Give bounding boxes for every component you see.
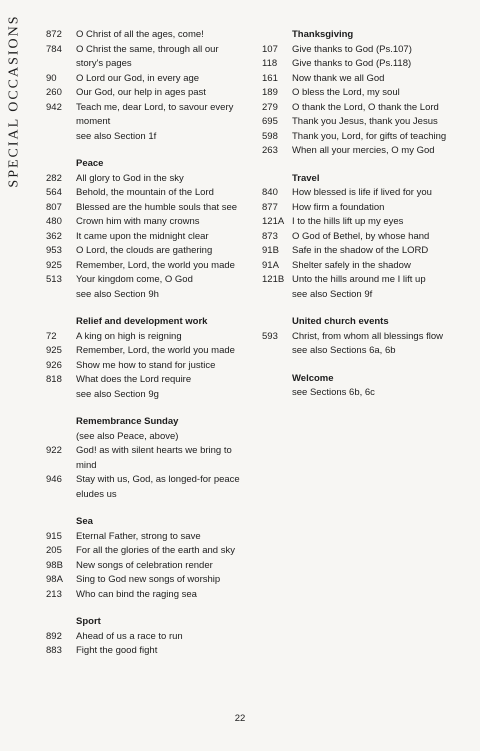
hymn-entry: [46, 359, 264, 374]
hymn-entry: [46, 43, 264, 58]
hymn-number: 922: [46, 445, 62, 456]
hymn-entry: [262, 86, 468, 101]
hymn-title: O God of Bethel, by whose hand: [292, 230, 430, 242]
hymn-entry: [262, 186, 468, 201]
hymn-number: 213: [46, 588, 62, 600]
hymn-number: 807: [46, 201, 62, 213]
hymn-title: Now thank we all God: [292, 72, 385, 84]
hymn-title: O Lord our God, in every age: [76, 72, 200, 84]
hymn-number: [46, 115, 76, 130]
hymn-number: 279: [262, 101, 278, 113]
hymn-number: 695: [262, 116, 278, 127]
hymn-title: Remember, Lord, the world you made: [76, 259, 235, 271]
hymn-title: Unto the hills around me I lift up: [292, 274, 426, 285]
hymn-entry: [46, 488, 264, 503]
hymn-title: Crown him with many crowns: [76, 216, 200, 227]
hymn-title: New songs of celebration render: [76, 559, 213, 571]
hymn-number: 205: [46, 545, 62, 556]
hymn-number: 161: [262, 72, 278, 84]
hymn-title: Our God, our help in ages past: [76, 87, 206, 98]
hymn-entry: [262, 144, 468, 159]
hymn-entry: [46, 57, 264, 72]
hymn-entry: [46, 330, 264, 345]
hymn-entry: [46, 244, 264, 259]
hymn-title: A king on high is reigning: [76, 330, 182, 342]
hymn-number: 282: [46, 172, 62, 184]
hymn-number: 892: [46, 630, 62, 642]
hymn-title: What does the Lord require: [76, 374, 192, 385]
hymn-number: 598: [262, 130, 278, 142]
hymn-number: 98A: [46, 574, 63, 585]
hymn-title: Thank you, Lord, for gifts of teaching: [292, 130, 447, 142]
hymn-title: When all your mercies, O my God: [292, 145, 435, 156]
hymn-number: 118: [262, 58, 278, 69]
cross-reference: see also Sections 6a, 6b: [292, 345, 396, 356]
hymn-title: Teach me, dear Lord, to savour every: [76, 101, 234, 113]
hymn-entry: [46, 530, 264, 545]
hymn-number: 72: [46, 330, 57, 342]
hymn-number: 362: [46, 230, 62, 242]
hymn-number: 480: [46, 216, 62, 227]
section-gap: [46, 144, 264, 157]
hymn-title: eludes us: [76, 488, 117, 500]
hymn-entry: [46, 115, 264, 130]
hymn-entry: [46, 573, 264, 588]
hymn-number: 260: [46, 87, 62, 98]
hymn-entry: [46, 186, 264, 201]
hymn-number: 925: [46, 345, 62, 356]
hymn-entry: [46, 544, 264, 559]
section-gap: [262, 302, 468, 315]
hymn-entry: [262, 115, 468, 130]
hymn-title: I to the hills lift up my eyes: [292, 216, 404, 227]
section-gap: [46, 302, 264, 315]
hymn-entry: [46, 444, 264, 459]
hymn-entry: [46, 259, 264, 274]
cross-reference: (see also Peace, above): [76, 430, 179, 442]
hymn-number: 818: [46, 374, 62, 385]
hymn-title: Give thanks to God (Ps.107): [292, 43, 412, 55]
hymn-number: 926: [46, 359, 62, 371]
cross-reference: see also Section 9g: [76, 388, 159, 400]
hymn-number: 942: [46, 101, 62, 113]
hymn-number: 121B: [262, 274, 285, 285]
hymn-entry: [46, 201, 264, 216]
hymn-number: 593: [262, 330, 278, 342]
hymn-title: Show me how to stand for justice: [76, 359, 216, 371]
hymn-title: It came upon the midnight clear: [76, 230, 209, 242]
cross-reference: see also Section 9h: [76, 288, 159, 300]
hymn-title: moment: [76, 116, 111, 127]
hymn-title: Eternal Father, strong to save: [76, 530, 201, 542]
hymn-number: 189: [262, 87, 278, 98]
hymn-title: Thank you Jesus, thank you Jesus: [292, 116, 438, 127]
section-heading: Sport: [76, 616, 101, 627]
hymn-number: 107: [262, 43, 278, 55]
section-heading: Travel: [292, 172, 320, 184]
hymn-title: Stay with us, God, as longed-for peace: [76, 474, 240, 485]
hymn-entry: [46, 86, 264, 101]
right-column: [262, 28, 468, 401]
hymn-title: O Christ the same, through all our: [76, 43, 219, 55]
cross-reference: see also Section 9f: [292, 288, 373, 300]
hymn-entry: [46, 72, 264, 87]
hymn-entry: [46, 101, 264, 116]
section-heading: Relief and development work: [76, 316, 208, 327]
hymn-number: 564: [46, 187, 62, 198]
hymn-entry: [46, 273, 264, 288]
hymn-title: O Christ of all the ages, come!: [76, 29, 204, 40]
hymn-number: 840: [262, 187, 278, 198]
hymn-title: How firm a foundation: [292, 201, 385, 213]
hymn-number: 915: [46, 530, 62, 542]
hymn-entry: [46, 172, 264, 187]
hymn-title: Sing to God new songs of worship: [76, 574, 221, 585]
section-heading: Peace: [76, 158, 104, 169]
section-gap: [46, 502, 264, 515]
hymn-entry: [46, 473, 264, 488]
hymn-entry: [46, 230, 264, 245]
hymn-entry: [46, 630, 264, 645]
hymn-number: 91A: [262, 259, 279, 271]
hymn-entry: [262, 330, 468, 345]
side-title-text: SPECIAL OCCASIONS: [7, 14, 22, 188]
hymn-number: 121A: [262, 216, 285, 227]
hymn-number: 872: [46, 29, 62, 40]
hymn-number: [46, 488, 76, 503]
section-heading: Sea: [76, 516, 93, 527]
hymn-title: Ahead of us a race to run: [76, 630, 183, 642]
section-gap: [262, 159, 468, 172]
hymn-title: Who can bind the raging sea: [76, 588, 197, 600]
section-gap: [46, 602, 264, 615]
hymn-title: Remember, Lord, the world you made: [76, 345, 235, 356]
hymn-entry: [46, 344, 264, 359]
hymn-entry: [46, 215, 264, 230]
hymn-number: 883: [46, 645, 62, 656]
hymn-entry: [46, 28, 264, 43]
hymn-title: For all the glories of the earth and sky: [76, 545, 235, 556]
hymn-entry: [262, 259, 468, 274]
hymn-number: 513: [46, 274, 62, 285]
hymn-number: 263: [262, 145, 278, 156]
hymn-title: Blessed are the humble souls that see: [76, 201, 238, 213]
hymn-title: Give thanks to God (Ps.118): [292, 58, 412, 69]
hymn-title: O Lord, the clouds are gathering: [76, 245, 213, 256]
cross-reference: see Sections 6b, 6c: [292, 387, 375, 398]
hymn-entry: [46, 459, 264, 474]
hymn-number: [46, 459, 76, 474]
hymn-number: 953: [46, 245, 62, 256]
hymn-entry: [46, 644, 264, 659]
hymn-number: 98B: [46, 559, 63, 571]
hymn-title: Safe in the shadow of the LORD: [292, 245, 429, 256]
hymn-title: Shelter safely in the shadow: [292, 259, 411, 271]
section-heading: Welcome: [292, 372, 334, 384]
left-column: [46, 28, 264, 659]
hymn-entry: [262, 230, 468, 245]
cross-reference: see also Section 1f: [76, 130, 157, 142]
hymn-title: Fight the good fight: [76, 645, 158, 656]
hymn-title: O thank the Lord, O thank the Lord: [292, 101, 439, 113]
hymn-number: 784: [46, 43, 62, 55]
hymn-title: mind: [76, 459, 97, 471]
hymn-entry: [262, 43, 468, 58]
hymn-entry: [262, 215, 468, 230]
page-number: 22: [234, 713, 246, 724]
hymn-entry: [46, 373, 264, 388]
section-gap: [262, 359, 468, 372]
hymn-title: How blessed is life if lived for you: [292, 187, 432, 198]
hymn-entry: [46, 559, 264, 574]
hymn-number: 946: [46, 474, 62, 485]
hymn-entry: [262, 101, 468, 116]
hymn-entry: [262, 57, 468, 72]
hymn-title: God! as with silent hearts we bring to: [76, 445, 232, 456]
hymn-entry: [262, 130, 468, 145]
hymn-number: [46, 57, 76, 72]
hymn-entry: [262, 244, 468, 259]
hymn-number: 877: [262, 201, 278, 213]
hymn-title: O bless the Lord, my soul: [292, 87, 400, 98]
hymn-title: Your kingdom come, O God: [76, 274, 193, 285]
section-gap: [46, 402, 264, 415]
hymn-title: Christ, from whom all blessings flow: [292, 330, 443, 342]
hymn-number: 91B: [262, 245, 279, 256]
hymn-entry: [262, 72, 468, 87]
hymn-title: Behold, the mountain of the Lord: [76, 187, 214, 198]
hymn-entry: [262, 201, 468, 216]
hymn-number: 90: [46, 72, 57, 84]
hymn-title: All glory to God in the sky: [76, 172, 184, 184]
hymn-number: 873: [262, 230, 278, 242]
hymn-entry: [262, 273, 468, 288]
hymn-number: 925: [46, 259, 62, 271]
hymn-title: story's pages: [76, 58, 132, 69]
hymn-entry: [46, 588, 264, 603]
section-heading: United church events: [292, 316, 389, 327]
section-heading: Remembrance Sunday: [76, 416, 179, 427]
section-heading: Thanksgiving: [292, 29, 354, 40]
side-title: [4, 14, 26, 188]
